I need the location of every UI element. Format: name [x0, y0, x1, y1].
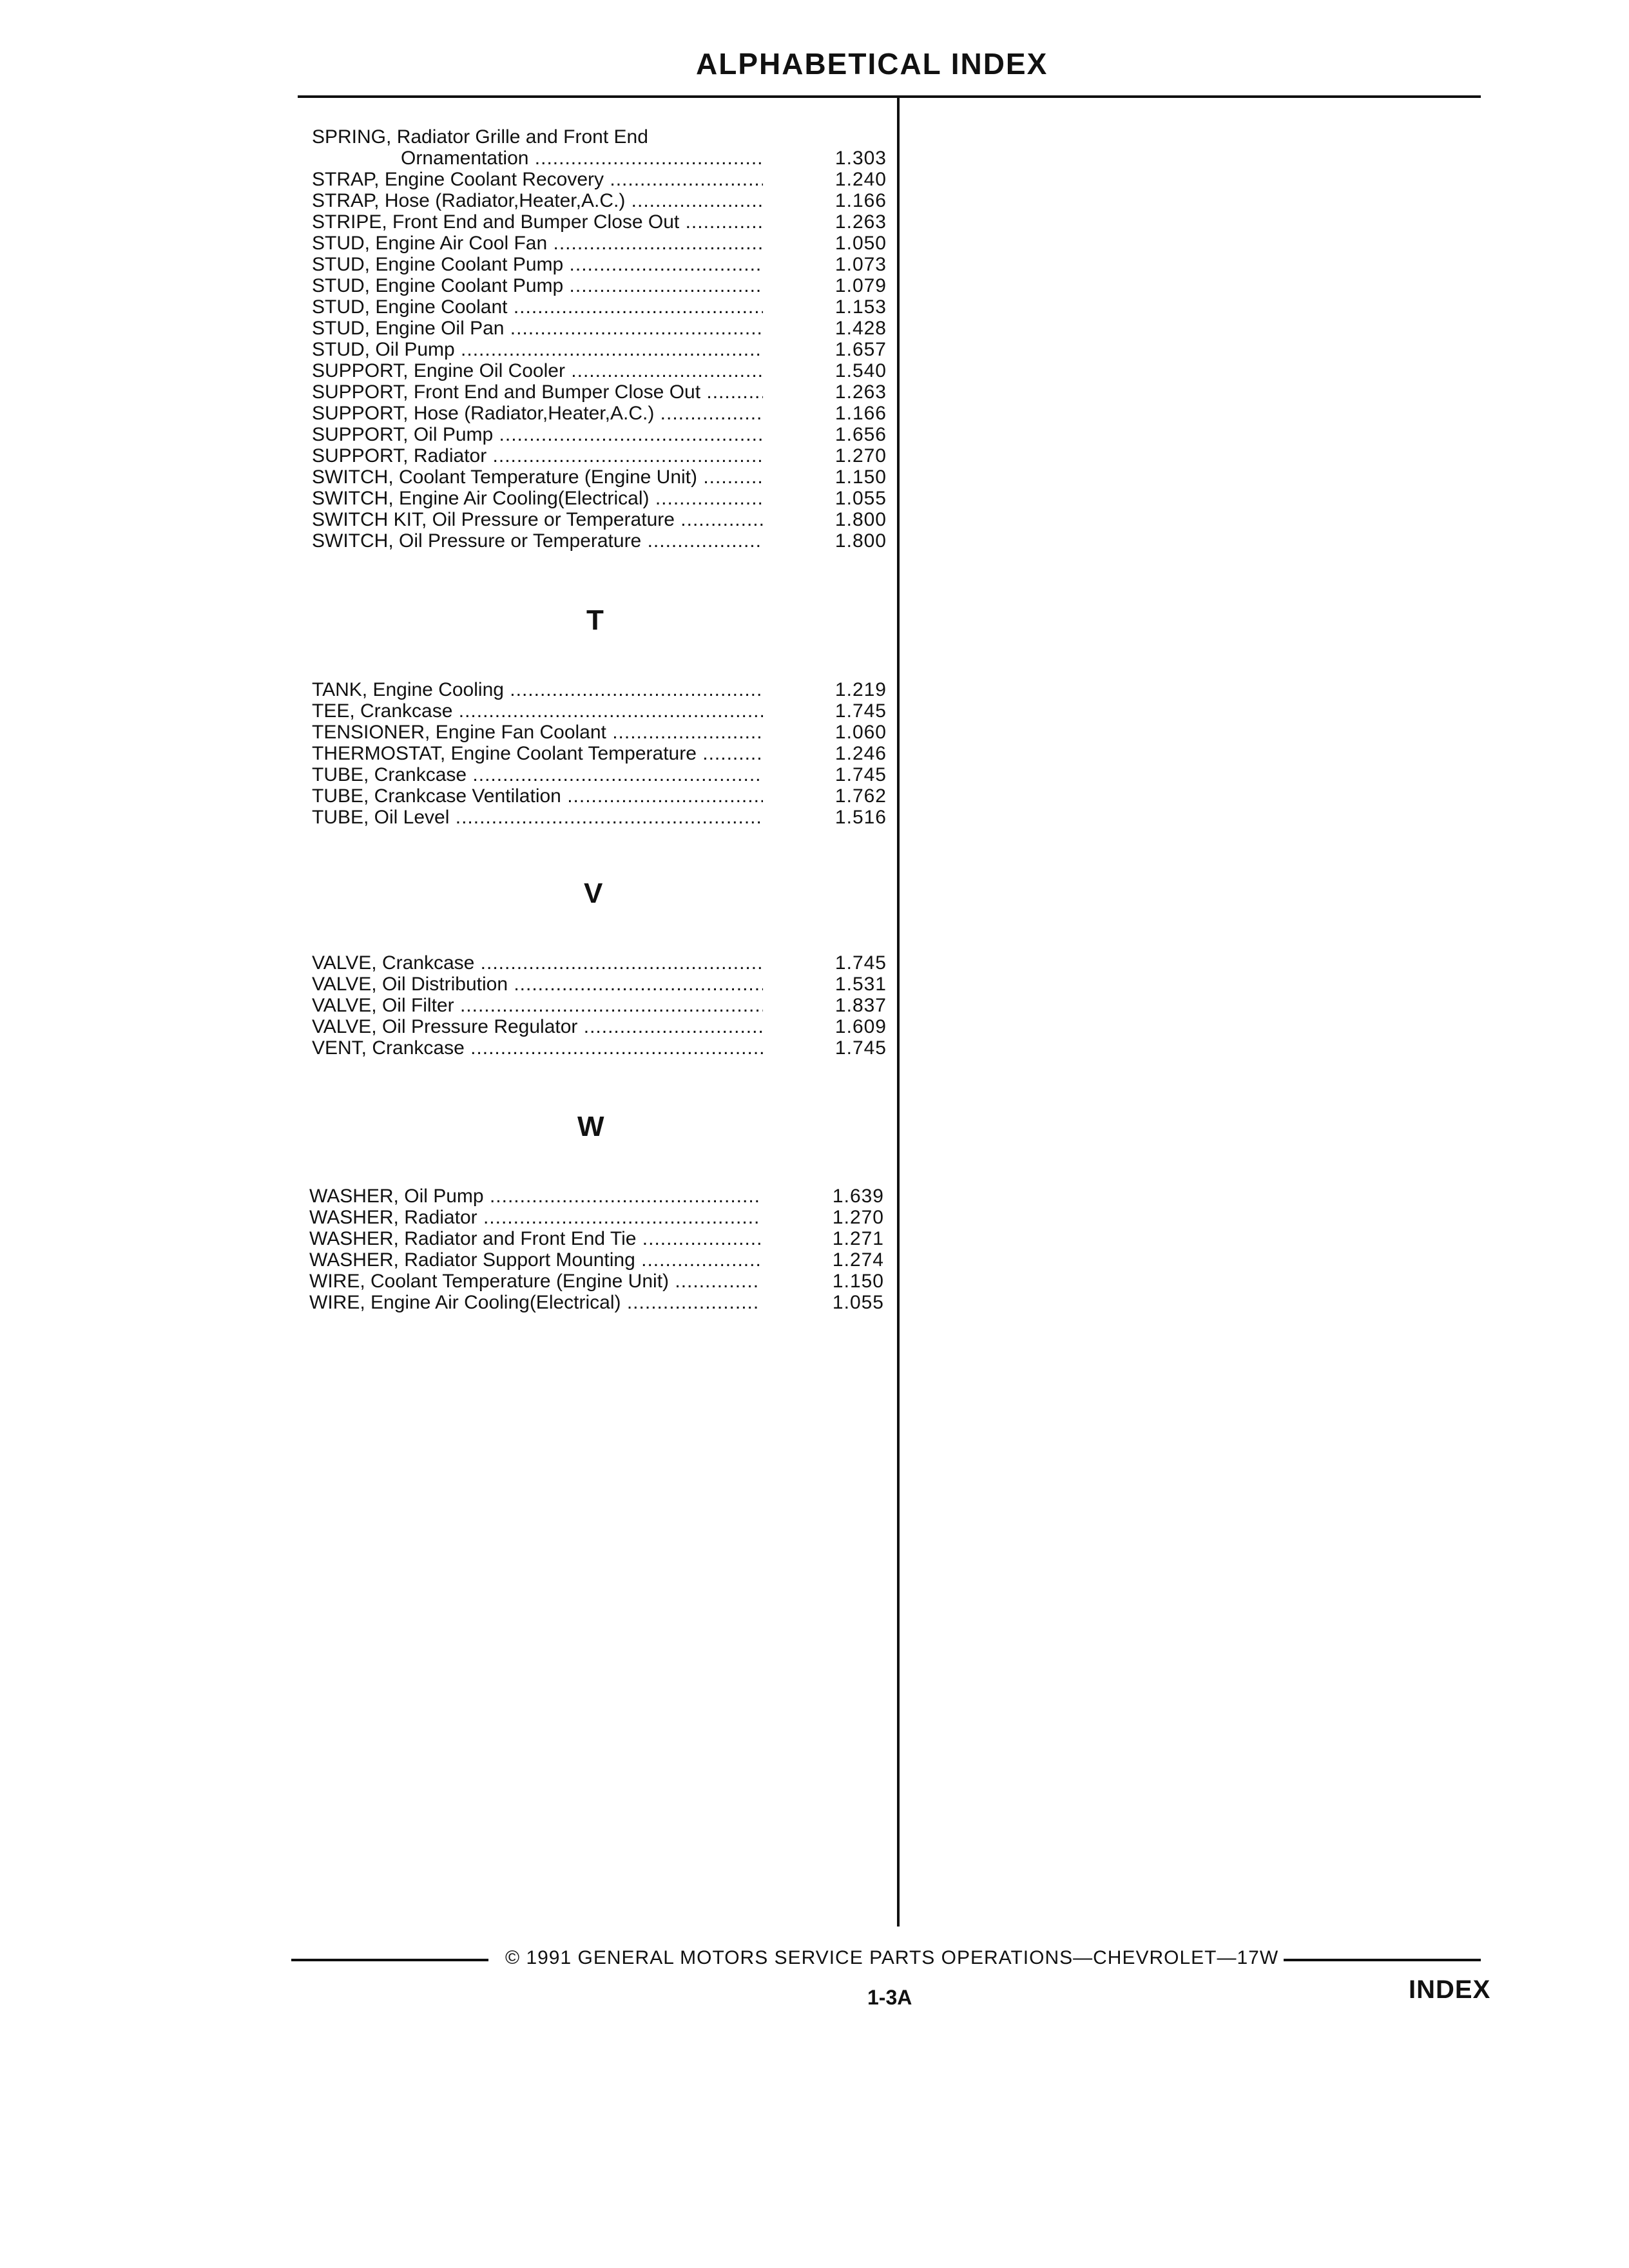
- entry-label: WASHER, Oil Pump .....: [309, 1186, 760, 1207]
- index-entry: [312, 254, 887, 275]
- entry-label: STRAP, Engine Coolant Recovery .....: [312, 169, 763, 190]
- section-letter-w: W: [577, 1111, 604, 1142]
- entry-page: 1.516: [834, 807, 887, 828]
- index-entry: [312, 169, 887, 190]
- index-entry: [312, 233, 887, 254]
- entry-page: 1.060: [834, 722, 887, 743]
- header-rule: [298, 95, 1481, 98]
- entry-label: WASHER, Radiator .....: [309, 1207, 760, 1228]
- index-entry: [312, 722, 887, 743]
- entry-page: 1.219: [834, 679, 887, 700]
- entry-label: SWITCH, Oil Pressure or Temperature .....: [312, 530, 763, 552]
- entry-page: 1.531: [834, 974, 887, 995]
- footer-rule-left: [291, 1959, 488, 1961]
- index-entry: [312, 679, 887, 700]
- entry-page: 1.303: [834, 148, 887, 169]
- entry-label: TEE, Crankcase .....: [312, 700, 763, 722]
- entry-page: 1.609: [834, 1016, 887, 1037]
- entry-page: 1.055: [834, 488, 887, 509]
- entry-page: 1.656: [834, 424, 887, 445]
- index-entry: [312, 785, 887, 807]
- entry-page: 1.800: [834, 530, 887, 552]
- entry-page: 1.745: [834, 764, 887, 785]
- entry-page: 1.428: [834, 318, 887, 339]
- entry-page: 1.240: [834, 169, 887, 190]
- entry-label: STRAP, Hose (Radiator,Heater,A.C.) .....: [312, 190, 763, 211]
- section-letter-t: T: [586, 604, 604, 636]
- entry-page: 1.745: [834, 700, 887, 722]
- entry-label: WIRE, Engine Air Cooling(Electrical) .....: [309, 1292, 760, 1313]
- entry-page: 1.745: [834, 952, 887, 974]
- entry-label: SWITCH, Engine Air Cooling(Electrical) .....: [312, 488, 763, 509]
- entry-label: TUBE, Crankcase .....: [312, 764, 763, 785]
- page-number: 1-3A: [867, 1986, 912, 2009]
- entry-page: 1.246: [834, 743, 887, 764]
- entry-page: 1.050: [834, 233, 887, 254]
- entry-label: STRIPE, Front End and Bumper Close Out .....: [312, 211, 763, 233]
- entry-label: TUBE, Crankcase Ventilation .....: [312, 785, 763, 807]
- entry-label: STUD, Engine Coolant Pump .....: [312, 254, 763, 275]
- index-entry: [312, 488, 887, 509]
- index-entry: [312, 318, 887, 339]
- entry-page: 1.837: [834, 995, 887, 1016]
- index-entry: [312, 764, 887, 785]
- entry-label: VENT, Crankcase .....: [312, 1037, 763, 1059]
- entry-label: SUPPORT, Hose (Radiator,Heater,A.C.) .....: [312, 403, 763, 424]
- entry-label: VALVE, Crankcase .....: [312, 952, 763, 974]
- section-letter-v: V: [584, 878, 603, 909]
- index-entry: [312, 743, 887, 764]
- index-entry: [312, 974, 887, 995]
- entry-page: 1.540: [834, 360, 887, 381]
- entry-label: Ornamentation .....: [312, 148, 763, 169]
- entry-label: VALVE, Oil Pressure Regulator .....: [312, 1016, 763, 1037]
- entry-label: THERMOSTAT, Engine Coolant Temperature .....: [312, 743, 763, 764]
- entry-page: 1.271: [832, 1228, 884, 1249]
- index-list-s: [312, 126, 887, 552]
- entry-page: 1.800: [834, 509, 887, 530]
- entry-label: SWITCH, Coolant Temperature (Engine Unit) .....: [312, 466, 763, 488]
- index-entry: [312, 530, 887, 552]
- index-entry: [312, 381, 887, 403]
- index-entry: [312, 952, 887, 974]
- index-entry: [312, 995, 887, 1016]
- index-entry: [312, 360, 887, 381]
- index-entry: [309, 1228, 884, 1249]
- index-entry: [309, 1249, 884, 1271]
- entry-label: SUPPORT, Engine Oil Cooler .....: [312, 360, 763, 381]
- entry-label: STUD, Engine Oil Pan .....: [312, 318, 763, 339]
- index-list-w: [309, 1186, 884, 1313]
- index-entry: [312, 296, 887, 318]
- entry-label: VALVE, Oil Distribution .....: [312, 974, 763, 995]
- entry-label: STUD, Engine Air Cool Fan .....: [312, 233, 763, 254]
- entry-page: 1.657: [834, 339, 887, 360]
- index-entry: [312, 807, 887, 828]
- index-entry: [312, 424, 887, 445]
- entry-page: 1.055: [832, 1292, 884, 1313]
- entry-label: SUPPORT, Front End and Bumper Close Out .....: [312, 381, 763, 403]
- index-entry: [312, 190, 887, 211]
- index-entry: [312, 403, 887, 424]
- index-entry: [309, 1292, 884, 1313]
- entry-page: 1.166: [834, 190, 887, 211]
- index-entry: [312, 211, 887, 233]
- footer-copyright: © 1991 GENERAL MOTORS SERVICE PARTS OPERATIONS—CHEVROLET—17W: [505, 1947, 1279, 1968]
- entry-label: TENSIONER, Engine Fan Coolant .....: [312, 722, 763, 743]
- entry-page: 1.270: [832, 1207, 884, 1228]
- entry-label: SPRING, Radiator Grille and Front End: [312, 126, 648, 148]
- entry-page: 1.762: [834, 785, 887, 807]
- index-entry: [309, 1186, 884, 1207]
- entry-page: 1.263: [834, 211, 887, 233]
- entry-page: 1.263: [834, 381, 887, 403]
- index-entry: [309, 1207, 884, 1228]
- entry-label: SUPPORT, Radiator .....: [312, 445, 763, 466]
- entry-label: TANK, Engine Cooling .....: [312, 679, 763, 700]
- index-entry: [312, 466, 887, 488]
- index-entry: [312, 275, 887, 296]
- entry-label: STUD, Oil Pump .....: [312, 339, 763, 360]
- index-entry: [312, 1037, 887, 1059]
- index-entry: [312, 509, 887, 530]
- entry-page: 1.745: [834, 1037, 887, 1059]
- entry-label: TUBE, Oil Level .....: [312, 807, 763, 828]
- index-entry: [312, 1016, 887, 1037]
- entry-page: 1.150: [832, 1271, 884, 1292]
- section-name: INDEX: [1409, 1975, 1491, 2004]
- entry-page: 1.166: [834, 403, 887, 424]
- entry-label: SWITCH KIT, Oil Pressure or Temperature .....: [312, 509, 763, 530]
- entry-label: WASHER, Radiator and Front End Tie .....: [309, 1228, 760, 1249]
- index-entry: [312, 445, 887, 466]
- column-divider: [897, 97, 900, 1927]
- page-title: ALPHABETICAL INDEX: [696, 47, 1048, 81]
- index-list-t: [312, 679, 887, 828]
- entry-page: 1.073: [834, 254, 887, 275]
- index-entry: [312, 339, 887, 360]
- entry-label: WIRE, Coolant Temperature (Engine Unit) .....: [309, 1271, 760, 1292]
- index-entry: [312, 126, 887, 148]
- entry-page: 1.150: [834, 466, 887, 488]
- entry-page: 1.274: [832, 1249, 884, 1271]
- entry-label: STUD, Engine Coolant Pump .....: [312, 275, 763, 296]
- index-entry: [312, 700, 887, 722]
- entry-page: 1.270: [834, 445, 887, 466]
- footer-rule-right: [1284, 1959, 1481, 1961]
- entry-page: 1.639: [832, 1186, 884, 1207]
- entry-label: SUPPORT, Oil Pump .....: [312, 424, 763, 445]
- entry-label: VALVE, Oil Filter .....: [312, 995, 763, 1016]
- entry-label: STUD, Engine Coolant .....: [312, 296, 763, 318]
- index-list-v: [312, 952, 887, 1059]
- index-entry: [309, 1271, 884, 1292]
- entry-page: 1.153: [834, 296, 887, 318]
- index-entry: [312, 148, 887, 169]
- entry-page: 1.079: [834, 275, 887, 296]
- entry-label: WASHER, Radiator Support Mounting .....: [309, 1249, 760, 1271]
